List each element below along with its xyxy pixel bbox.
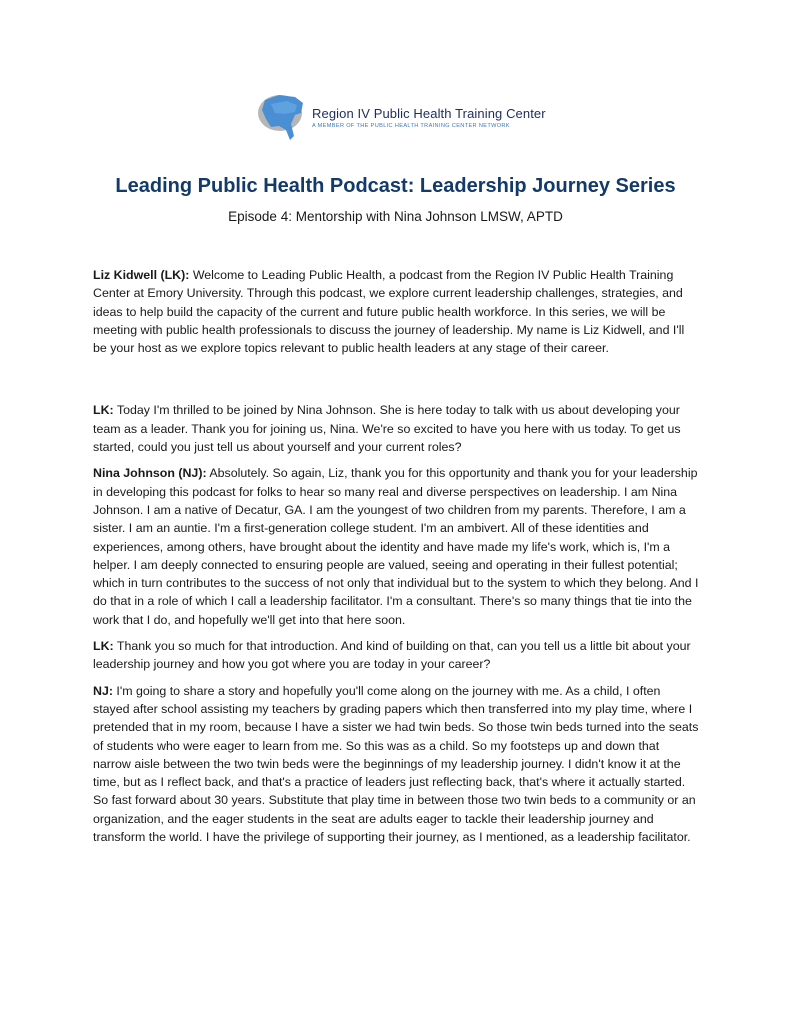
speaker-label: LK: bbox=[93, 403, 114, 418]
logo-title: Region IV Public Health Training Center bbox=[312, 106, 546, 121]
transcript-paragraph bbox=[93, 401, 700, 456]
transcript-paragraph bbox=[93, 464, 700, 629]
transcript-paragraph bbox=[93, 266, 700, 357]
transcript-paragraph bbox=[93, 682, 700, 847]
logo-subtitle: A MEMBER OF THE PUBLIC HEALTH TRAINING CENTER NETWORK bbox=[312, 123, 510, 129]
document-title: Leading Public Health Podcast: Leadership Journey Series bbox=[115, 175, 676, 197]
speaker-label: Liz Kidwell (LK): bbox=[93, 268, 190, 282]
transcript-paragraph bbox=[93, 637, 700, 674]
paragraph-text: Welcome to Leading Public Health, a podcast from the Region IV Public Health Training Center at Emory University. Through this podcast, we explore current leadership challenges, strategies, and ideas to help build the capacity of the current and future public health workforce. In this series, we will be meeting with public health professionals to discuss the journey of leadership. My name is Liz Kidwell, and I'll be your host as we explore topics relevant to public health leaders at any stage of their career. bbox=[93, 268, 685, 356]
speaker-label: LK: bbox=[93, 639, 114, 654]
episode-subtitle: Episode 4: Mentorship with Nina Johnson LMSW, APTD bbox=[228, 209, 563, 224]
transcript-body bbox=[93, 266, 700, 854]
paragraph-text: Today I'm thrilled to be joined by Nina Johnson. She is here today to talk with us about developing your team as a leader. Thank you for joining us, Nina. We're so excited to have you here with us today. To get us started, could you just tell us about yourself and your current roles? bbox=[93, 403, 681, 455]
region-map-icon bbox=[257, 86, 313, 148]
paragraph-text: Thank you so much for that introduction. And kind of building on that, can you tell us a little bit about your leadership journey and how you got where you are today in your career? bbox=[93, 639, 691, 672]
speaker-label: NJ: bbox=[93, 683, 113, 698]
paragraph-text: I'm going to share a story and hopefully you'll come along on the journey with me. As a child, I often stayed after school assisting my teachers by grading papers which then transferred into my play time, where I pretended that in my room, because I have a sister we had twin beds. So those twin beds turned into the seats of students who were eager to learn from me. So this was as a child. So my footsteps up and down that narrow aisle between the two twin beds were the beginnings of my leadership journey. I didn't know it at the time, but as I reflect back, and that's a practice of leaders just reflecting back, that's where it actually started. So fast forward about 30 years. Substitute that play time in between those two twin beds to a community or an organization, and the eager students in the seat are adults eager to tackle their leadership journey and transform the world. I have the privilege of supporting their journey, as I mentioned, as a leadership facilitator. bbox=[93, 683, 699, 845]
logo bbox=[257, 86, 547, 148]
speaker-label: Nina Johnson (NJ): bbox=[93, 466, 207, 481]
paragraph-text: Absolutely. So again, Liz, thank you for this opportunity and thank you for your leadership in developing this podcast for folks to hear so many real and diverse perspectives on leadership. I am Nina Johnson. I am a native of Decatur, GA. I am the youngest of two children from my parents. Therefore, I am a sister. I am an auntie. I'm a first-generation college student. I'm an ambivert. All of these identities and experiences, among others, have brought about the identity and have made my life's work, which is, I'm a helper. I am deeply connected to ensuring people are valued, seeing and operating in their fullest potential; which in turn contributes to the success of not only that individual but to the system to which they belong. And I do that in a role of which I call a leadership facilitator. I'm a consultant. There's so many things that tie into the work that I do, and hopefully we'll get into that here soon. bbox=[93, 466, 699, 627]
